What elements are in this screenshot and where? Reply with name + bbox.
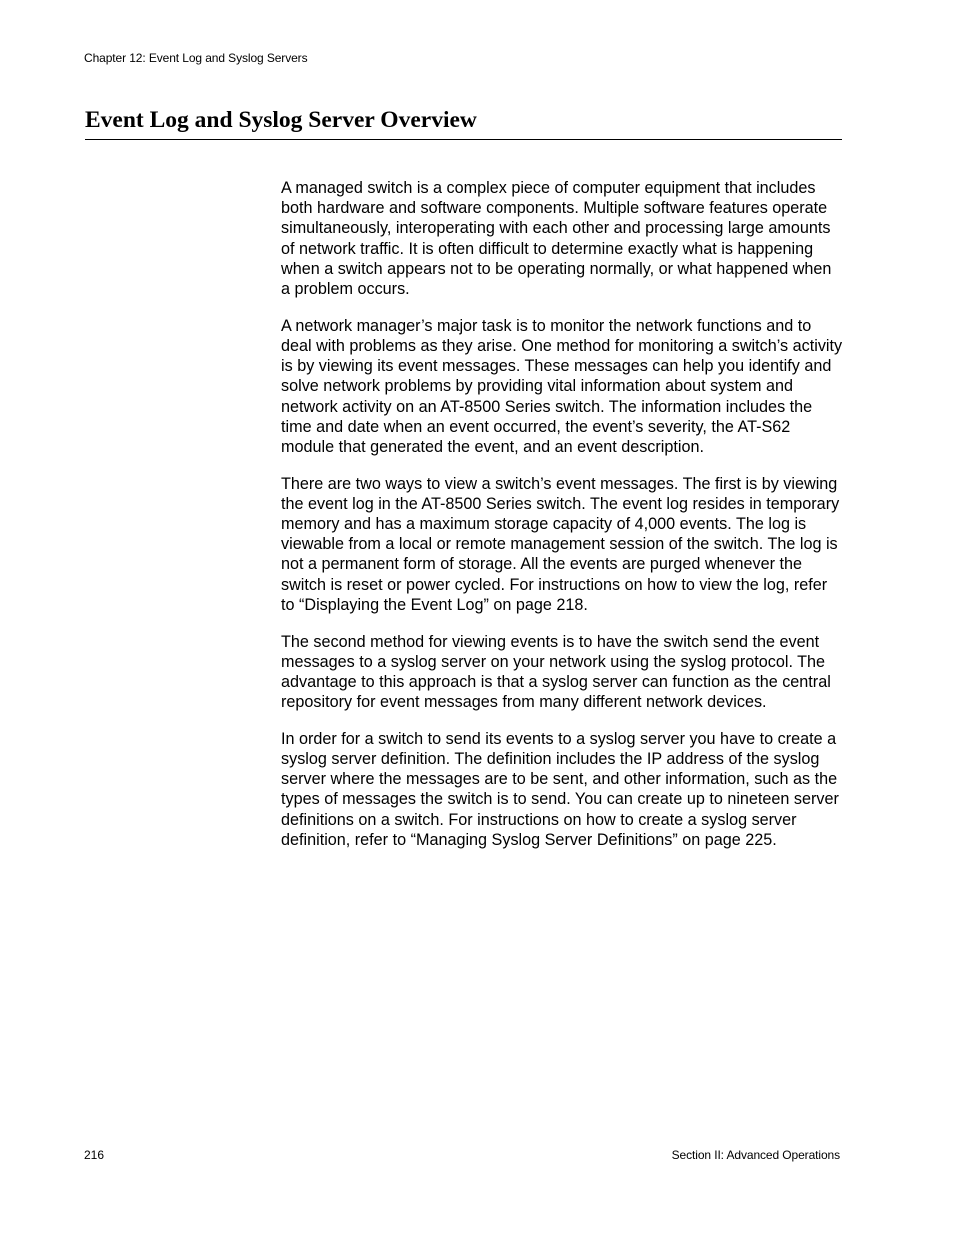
section-title: Event Log and Syslog Server Overview <box>85 107 477 133</box>
body-text <box>281 178 843 867</box>
paragraph: The second method for viewing events is to have the switch send the event messages to a syslog server on your network using the syslog protocol. The advantage to this approach is that a syslog server can function as the central repository for event messages from many different network devices. <box>281 632 831 712</box>
paragraph: A network manager’s major task is to monitor the network functions and to deal with problems as they arise. One method for monitoring a switch’s activity is by viewing its event messages. These messages can help you identify and solve network problems by providing vital information about system and network activity on an AT-8500 Series switch. The information includes the time and date when an event occurred, the event’s severity, the AT-S62 module that generated the event, and an event description. <box>281 316 843 456</box>
page-number: 216 <box>84 1148 105 1162</box>
paragraph: In order for a switch to send its events to a syslog server you have to create a syslog server definition. The definition includes the IP address of the syslog server where the messages are to be sent, and other information, such as the types of messages the switch is to send. You can create up to nineteen server definitions on a switch. For instructions on how to create a syslog server definition, refer to “Managing Syslog Server Definitions” on page 225. <box>281 729 839 849</box>
title-rule <box>85 139 842 140</box>
running-footer: Section II: Advanced Operations <box>671 1148 840 1162</box>
paragraph: There are two ways to view a switch’s event messages. The first is by viewing the event log in the AT-8500 Series switch. The event log resides in temporary memory and has a maximum storage capacity of 4,000 events. The log is viewable from a local or remote management session of the switch. The log is not a permanent form of storage. All the events are purged whenever the switch is reset or power cycled. For instructions on how to view the log, refer to “Displaying the Event Log” on page 218. <box>281 474 840 614</box>
running-header: Chapter 12: Event Log and Syslog Servers <box>84 51 308 65</box>
paragraph: A managed switch is a complex piece of computer equipment that includes both hardware and software components. Multiple software features operate simultaneously, interoperating with each other and processing large amounts of network traffic. It is often difficult to determine exactly what is happening when a switch appears not to be operating normally, or what happened when a problem occurs. <box>281 179 832 299</box>
